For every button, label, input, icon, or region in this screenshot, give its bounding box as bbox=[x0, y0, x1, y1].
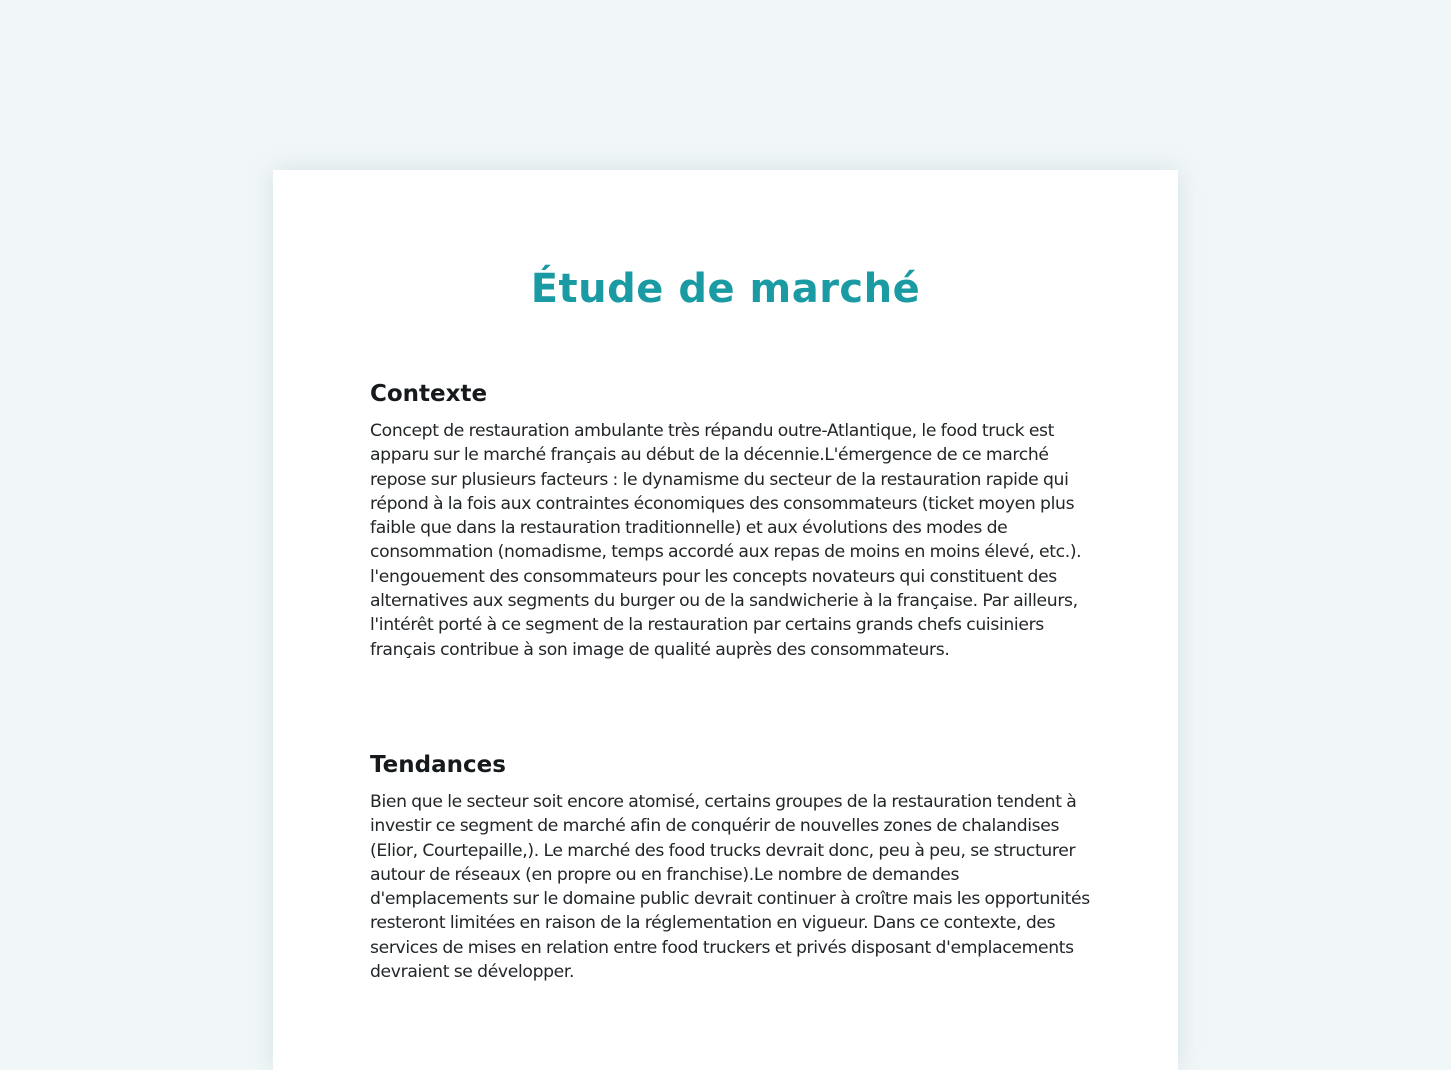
section-body: Bien que le secteur soit encore atomisé, certains groupes de la restauration tendent à investir ce segment de marché afin de conquérir de nouvelles zones de chalandises (Elior, Courtepaille,). Le marché des food trucks devrait donc, peu à peu, se structurer autour de réseaux (en propre ou en franchise).Le nombre de demandes d'emplacements sur le domaine public devrait continuer à croître mais les opportunités resteront limitées en raison de la réglementation en vigueur. Dans ce contexte, des services de mises en relation entre food truckers et privés disposant d'emplacements devraient se développer. bbox=[370, 792, 1090, 983]
section-contexte bbox=[370, 381, 1090, 662]
section-heading: Tendances bbox=[370, 752, 506, 778]
document-title: Étude de marché bbox=[530, 266, 921, 312]
section-heading: Contexte bbox=[370, 381, 488, 407]
section-tendances bbox=[370, 752, 1090, 984]
section-body: Concept de restauration ambulante très répandu outre-Atlantique, le food truck est apparu sur le marché français au début de la décennie.L'émergence de ce marché repose sur plusieurs facteurs : le dynamisme du secteur de la restauration rapide qui répond à la fois aux contraintes économiques des consommateurs (ticket moyen plus faible que dans la restauration traditionnelle) et aux évolutions des modes de consommation (nomadisme, temps accordé aux repas de moins en moins élevé, etc.). l'engouement des consommateurs pour les concepts novateurs qui constituent des alternatives aux segments du burger ou de la sandwicherie à la française. Par ailleurs, l'intérêt porté à ce segment de la restauration par certains grands chefs cuisiniers français contribue à son image de qualité auprès des consommateurs. bbox=[370, 421, 1082, 660]
document-page bbox=[273, 170, 1178, 1070]
